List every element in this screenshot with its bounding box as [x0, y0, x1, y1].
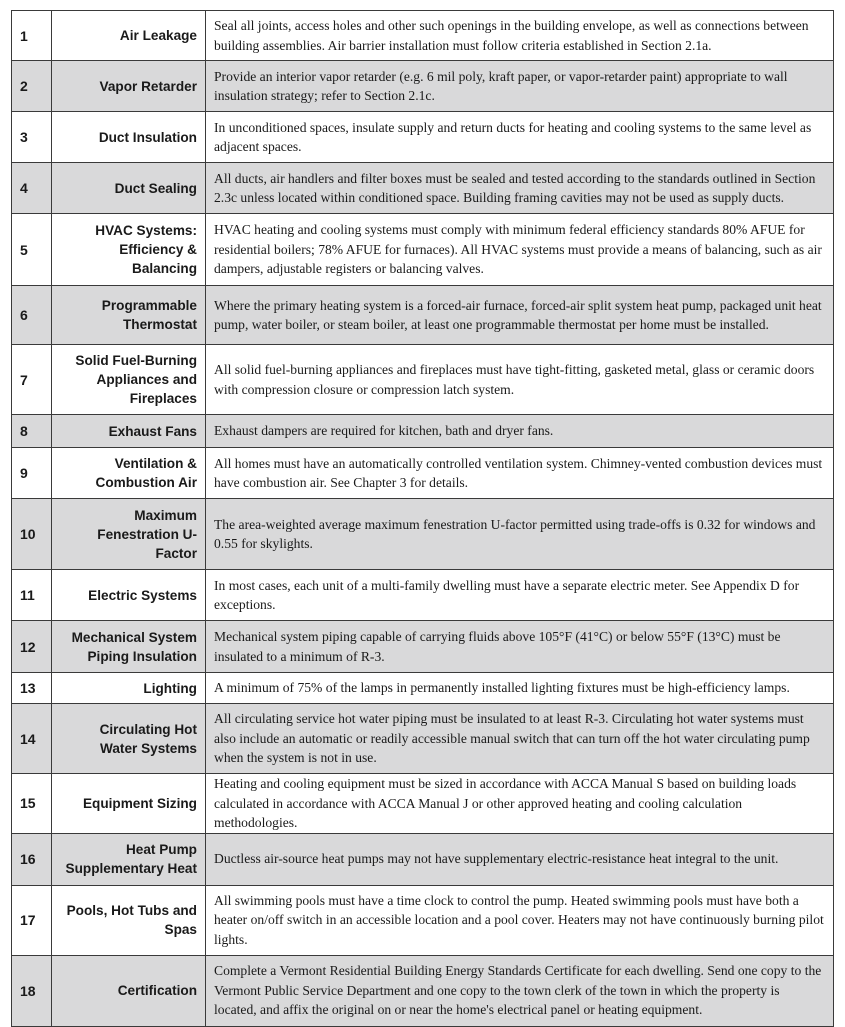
row-number: 4 — [12, 163, 52, 214]
requirements-table-body — [12, 11, 834, 1027]
table-row — [12, 499, 834, 570]
table-row — [12, 704, 834, 774]
table-row — [12, 11, 834, 61]
row-title: Ventilation & Combustion Air — [52, 448, 206, 499]
row-description: All homes must have an automatically controlled ventilation system. Chimney-vented combustion devices must have combustion air. See Chapter 3 for details. — [206, 448, 834, 499]
row-title: Maximum Fenestration U-Factor — [52, 499, 206, 570]
row-number: 14 — [12, 704, 52, 774]
table-row — [12, 415, 834, 448]
row-description: A minimum of 75% of the lamps in permanently installed lighting fixtures must be high-efficiency lamps. — [206, 673, 834, 704]
row-title: Heat Pump Supplementary Heat — [52, 833, 206, 885]
row-number: 2 — [12, 61, 52, 112]
row-title: Circulating Hot Water Systems — [52, 704, 206, 774]
row-description: In most cases, each unit of a multi-family dwelling must have a separate electric meter. See Appendix D for exceptions. — [206, 570, 834, 621]
row-title: Programmable Thermostat — [52, 286, 206, 345]
row-title: Certification — [52, 955, 206, 1026]
table-row — [12, 570, 834, 621]
row-description: The area-weighted average maximum fenestration U-factor permitted using trade-offs is 0.32 for windows and 0.55 for skylights. — [206, 499, 834, 570]
row-number: 5 — [12, 214, 52, 286]
row-title: Mechanical System Piping Insulation — [52, 621, 206, 673]
row-description: In unconditioned spaces, insulate supply and return ducts for heating and cooling systems to the same level as adjacent spaces. — [206, 112, 834, 163]
row-description: All circulating service hot water piping must be insulated to at least R-3. Circulating hot water systems must also include an automatic or readily accessible manual switch that can turn off the hot water circulating pump when the system is not in use. — [206, 704, 834, 774]
table-row — [12, 286, 834, 345]
row-description: Complete a Vermont Residential Building Energy Standards Certificate for each dwelling. Send one copy to the Vermont Public Service Department and one copy to the town clerk of the town in which the property is located, and affix the original on or near the home's electrical panel or heating equipment. — [206, 955, 834, 1026]
row-number: 6 — [12, 286, 52, 345]
row-number: 12 — [12, 621, 52, 673]
table-row — [12, 673, 834, 704]
row-title: Vapor Retarder — [52, 61, 206, 112]
row-description: Heating and cooling equipment must be sized in accordance with ACCA Manual S based on building loads calculated in accordance with ACCA Manual J or other approved heating and cooling calculation methodologies. — [206, 774, 834, 834]
row-title: Air Leakage — [52, 11, 206, 61]
requirements-table — [11, 10, 834, 1027]
row-description: Seal all joints, access holes and other such openings in the building envelope, as well as connections between building assemblies. Air barrier installation must follow criteria established in Section 2.1a. — [206, 11, 834, 61]
row-title: Electric Systems — [52, 570, 206, 621]
row-description: All solid fuel-burning appliances and fireplaces must have tight-fitting, gasketed metal, glass or ceramic doors with compression closure or compression latch system. — [206, 345, 834, 415]
row-title: Pools, Hot Tubs and Spas — [52, 885, 206, 955]
row-title: Solid Fuel-Burning Appliances and Fireplaces — [52, 345, 206, 415]
row-description: Mechanical system piping capable of carrying fluids above 105°F (41°C) or below 55°F (13°C) must be insulated to a minimum of R-3. — [206, 621, 834, 673]
row-title: Exhaust Fans — [52, 415, 206, 448]
row-number: 8 — [12, 415, 52, 448]
table-row — [12, 885, 834, 955]
row-number: 11 — [12, 570, 52, 621]
row-number: 18 — [12, 955, 52, 1026]
table-row — [12, 112, 834, 163]
table-row — [12, 833, 834, 885]
row-description: Exhaust dampers are required for kitchen, bath and dryer fans. — [206, 415, 834, 448]
row-number: 9 — [12, 448, 52, 499]
row-number: 7 — [12, 345, 52, 415]
row-description: Provide an interior vapor retarder (e.g. 6 mil poly, kraft paper, or vapor-retarder paint) appropriate to wall insulation strategy; refer to Section 2.1c. — [206, 61, 834, 112]
row-description: Where the primary heating system is a forced-air furnace, forced-air split system heat pump, packaged unit heat pump, water boiler, or steam boiler, at least one programmable thermostat per home must be installed. — [206, 286, 834, 345]
table-row — [12, 955, 834, 1026]
row-number: 1 — [12, 11, 52, 61]
row-number: 13 — [12, 673, 52, 704]
table-row — [12, 774, 834, 834]
row-description: All swimming pools must have a time clock to control the pump. Heated swimming pools must have both a heater on/off switch in an accessible location and a pool cover. Heaters may not have continuously burning pilot lights. — [206, 885, 834, 955]
table-row — [12, 61, 834, 112]
row-description: Ductless air-source heat pumps may not have supplementary electric-resistance heat integral to the unit. — [206, 833, 834, 885]
row-title: Lighting — [52, 673, 206, 704]
row-number: 17 — [12, 885, 52, 955]
table-row — [12, 345, 834, 415]
row-number: 16 — [12, 833, 52, 885]
table-row — [12, 163, 834, 214]
row-number: 3 — [12, 112, 52, 163]
row-title: Duct Insulation — [52, 112, 206, 163]
row-title: Equipment Sizing — [52, 774, 206, 834]
row-description: All ducts, air handlers and filter boxes must be sealed and tested according to the standards outlined in Section 2.3c unless located within conditioned space. Building framing cavities may not be used as supply ducts. — [206, 163, 834, 214]
row-number: 15 — [12, 774, 52, 834]
row-number: 10 — [12, 499, 52, 570]
row-title: HVAC Systems: Efficiency & Balancing — [52, 214, 206, 286]
table-row — [12, 214, 834, 286]
table-row — [12, 448, 834, 499]
table-row — [12, 621, 834, 673]
row-title: Duct Sealing — [52, 163, 206, 214]
row-description: HVAC heating and cooling systems must comply with minimum federal efficiency standards 80% AFUE for residential boilers; 78% AFUE for furnaces). All HVAC systems must provide a means of balancing, such as air dampers, adjustable registers or balancing valves. — [206, 214, 834, 286]
